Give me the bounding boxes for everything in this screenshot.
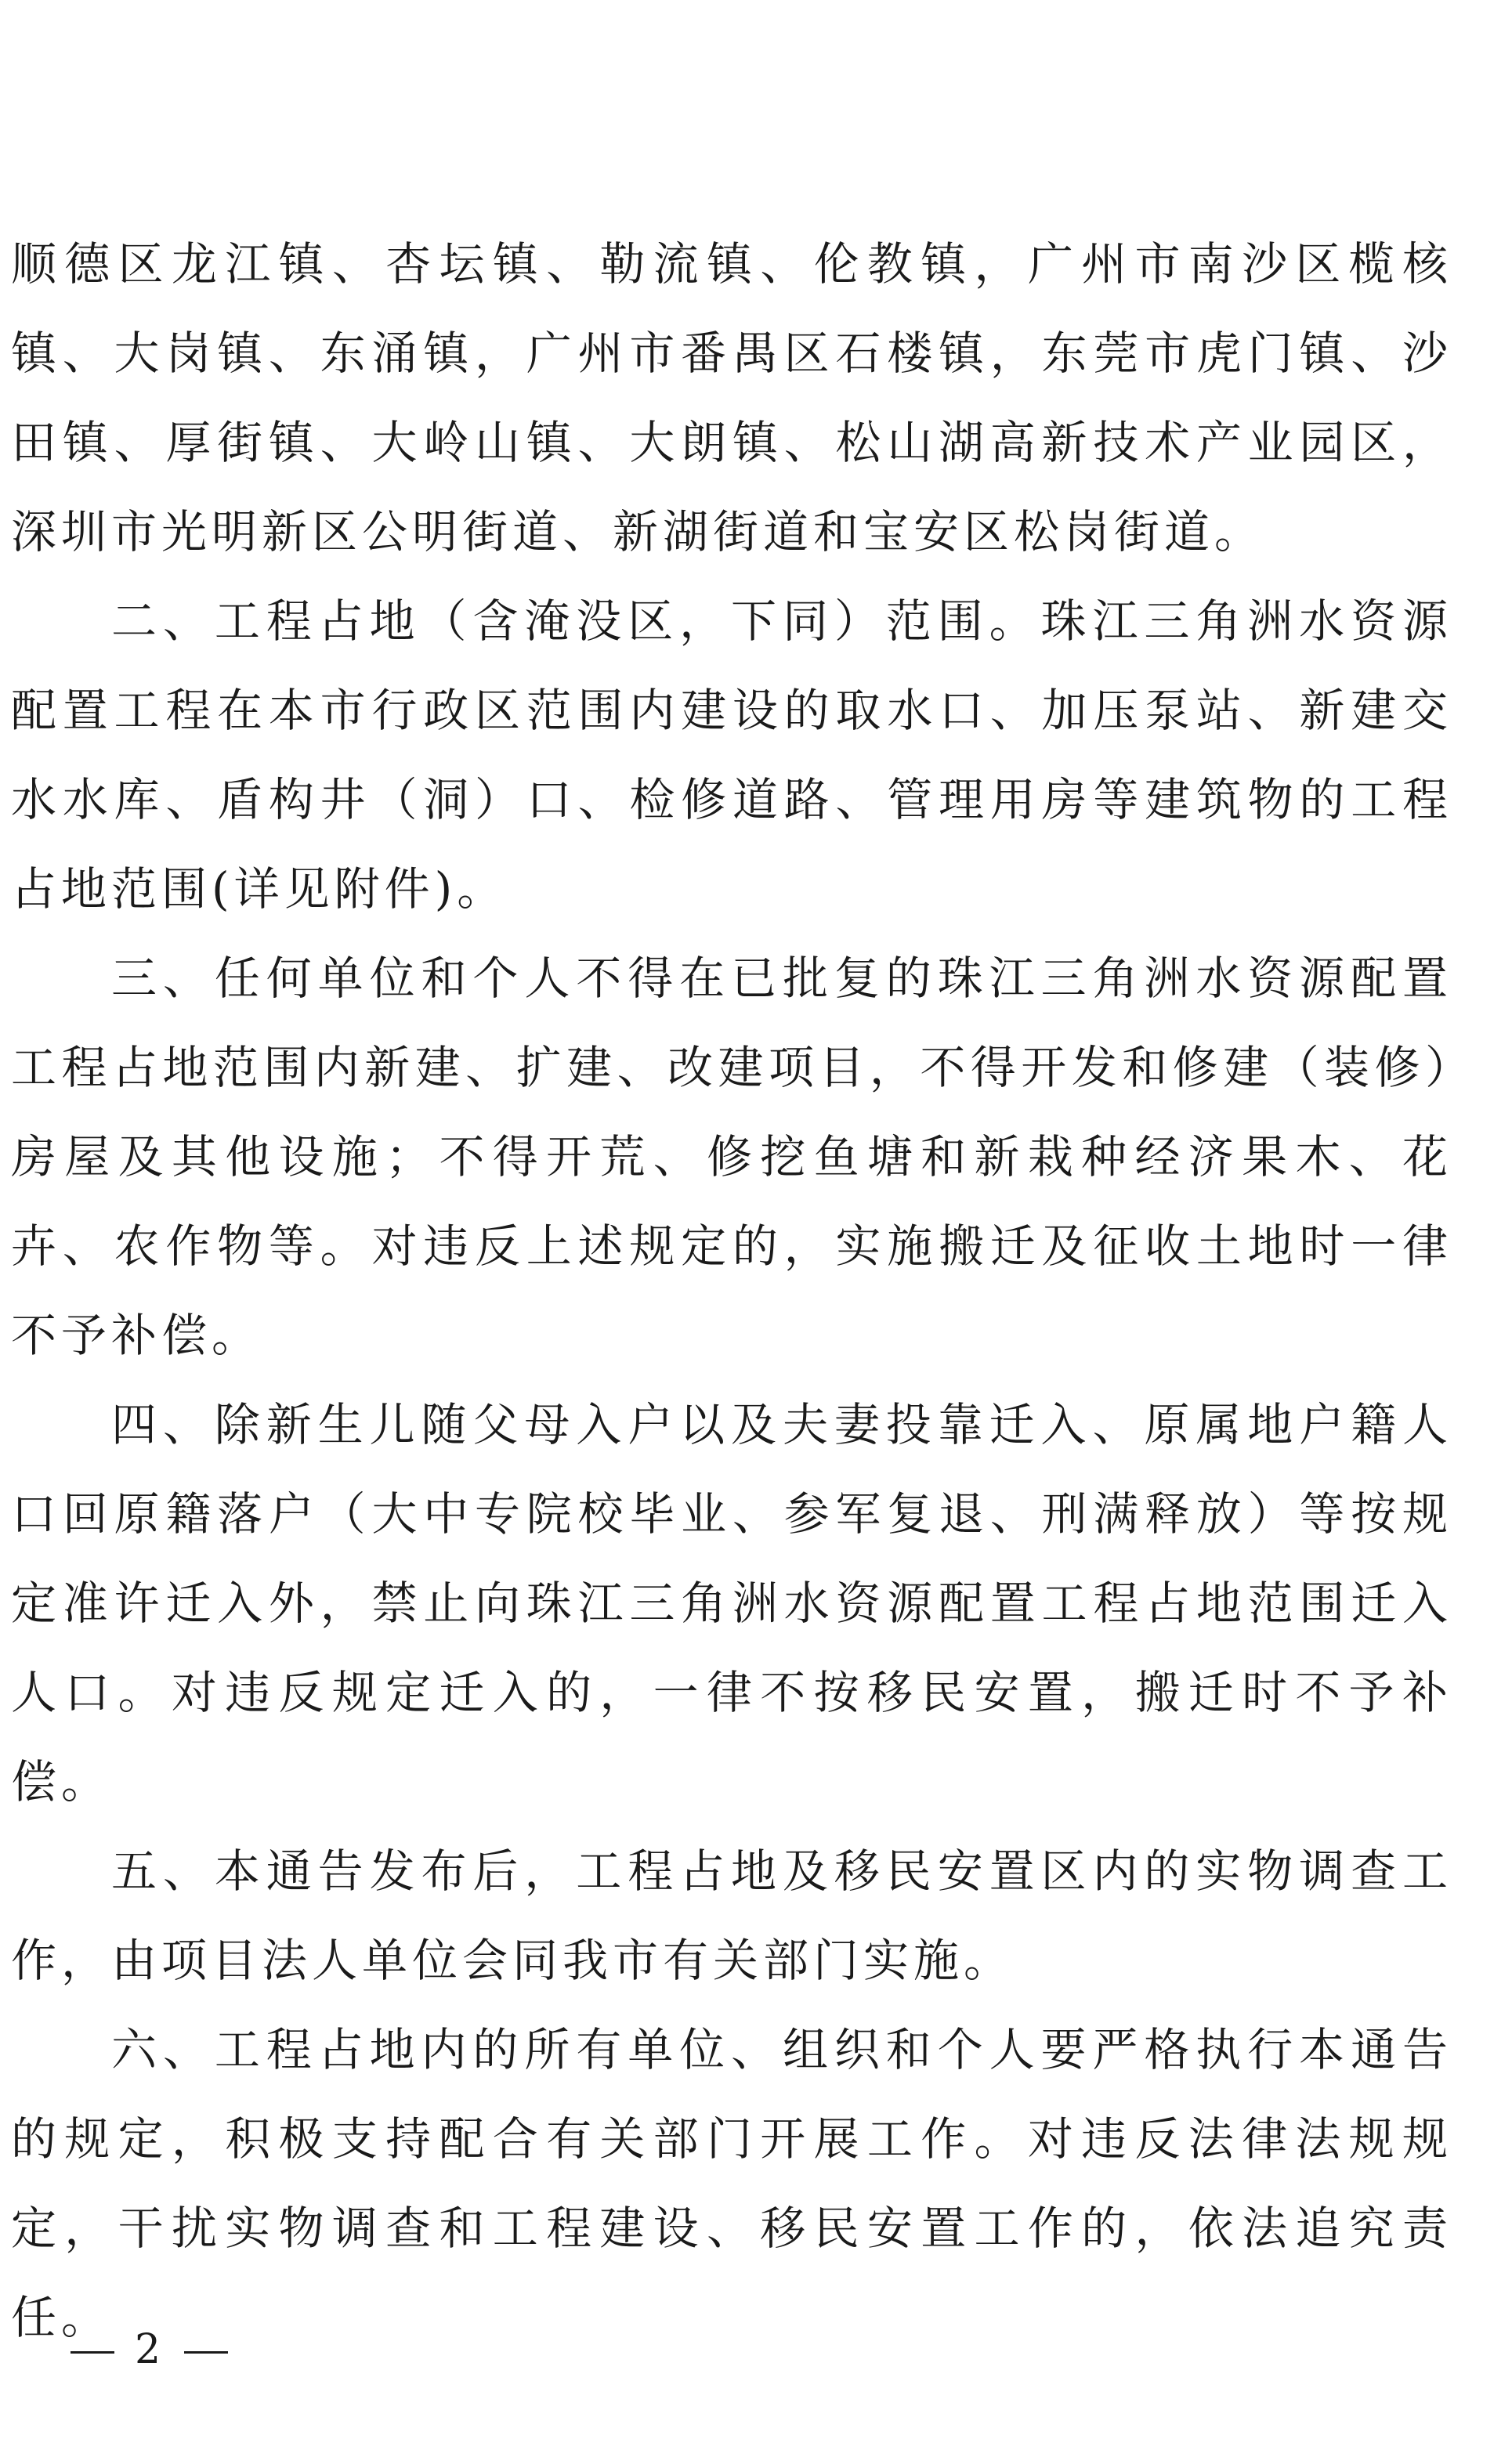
page-footer [71, 2318, 228, 2381]
footer-dash-left [71, 2351, 114, 2354]
paragraph-item-3-construction-ban: 三、任何单位和个人不得在已批复的珠江三角洲水资源配置工程占地范围内新建、扩建、改建项目，不得开发和修建（装修）房屋及其他设施；不得开荒、修挖鱼塘和新栽种经济果木、花卉、农作物等。对违反上述规定的，实施搬迁及征收土地时一律不予补偿。 [11, 952, 1452, 1362]
page-number: 2 [135, 2326, 165, 2373]
paragraph-item-2-land-scope: 二、工程占地（含淹没区，下同）范围。珠江三角洲水资源配置工程在本市行政区范围内建设的取水口、加压泵站、新建交水水库、盾构井（洞）口、检修道路、管理用房等建筑物的工程占地范围(详见附件)。 [11, 594, 1452, 916]
footer-dash-right [184, 2351, 228, 2354]
paragraph-item-6-compliance: 六、工程占地内的所有单位、组织和个人要严格执行本通告的规定，积极支持配合有关部门开展工作。对违反法律法规规定，干扰实物调查和工程建设、移民安置工作的，依法追究责任。 [11, 2023, 1452, 2344]
paragraph-item-5-survey: 五、本通告发布后，工程占地及移民安置区内的实物调查工作，由项目法人单位会同我市有关部门实施。 [11, 1844, 1452, 1987]
paragraph-continuation: 顺德区龙江镇、杏坛镇、勒流镇、伦教镇，广州市南沙区榄核镇、大岗镇、东涌镇，广州市番禺区石楼镇，东莞市虎门镇、沙田镇、厚街镇、大岭山镇、大朗镇、松山湖高新技术产业园区，深圳市光明新区公明街道、新湖街道和宝安区松岗街道。 [11, 237, 1452, 558]
paragraph-item-4-migration-ban: 四、除新生儿随父母入户以及夫妻投靠迁入、原属地户籍人口回原籍落户（大中专院校毕业、参军复退、刑满释放）等按规定准许迁入外，禁止向珠江三角洲水资源配置工程占地范围迁入人口。对违反规定迁入的，一律不按移民安置，搬迁时不予补偿。 [11, 1398, 1452, 1808]
document-body [11, 219, 1452, 2362]
